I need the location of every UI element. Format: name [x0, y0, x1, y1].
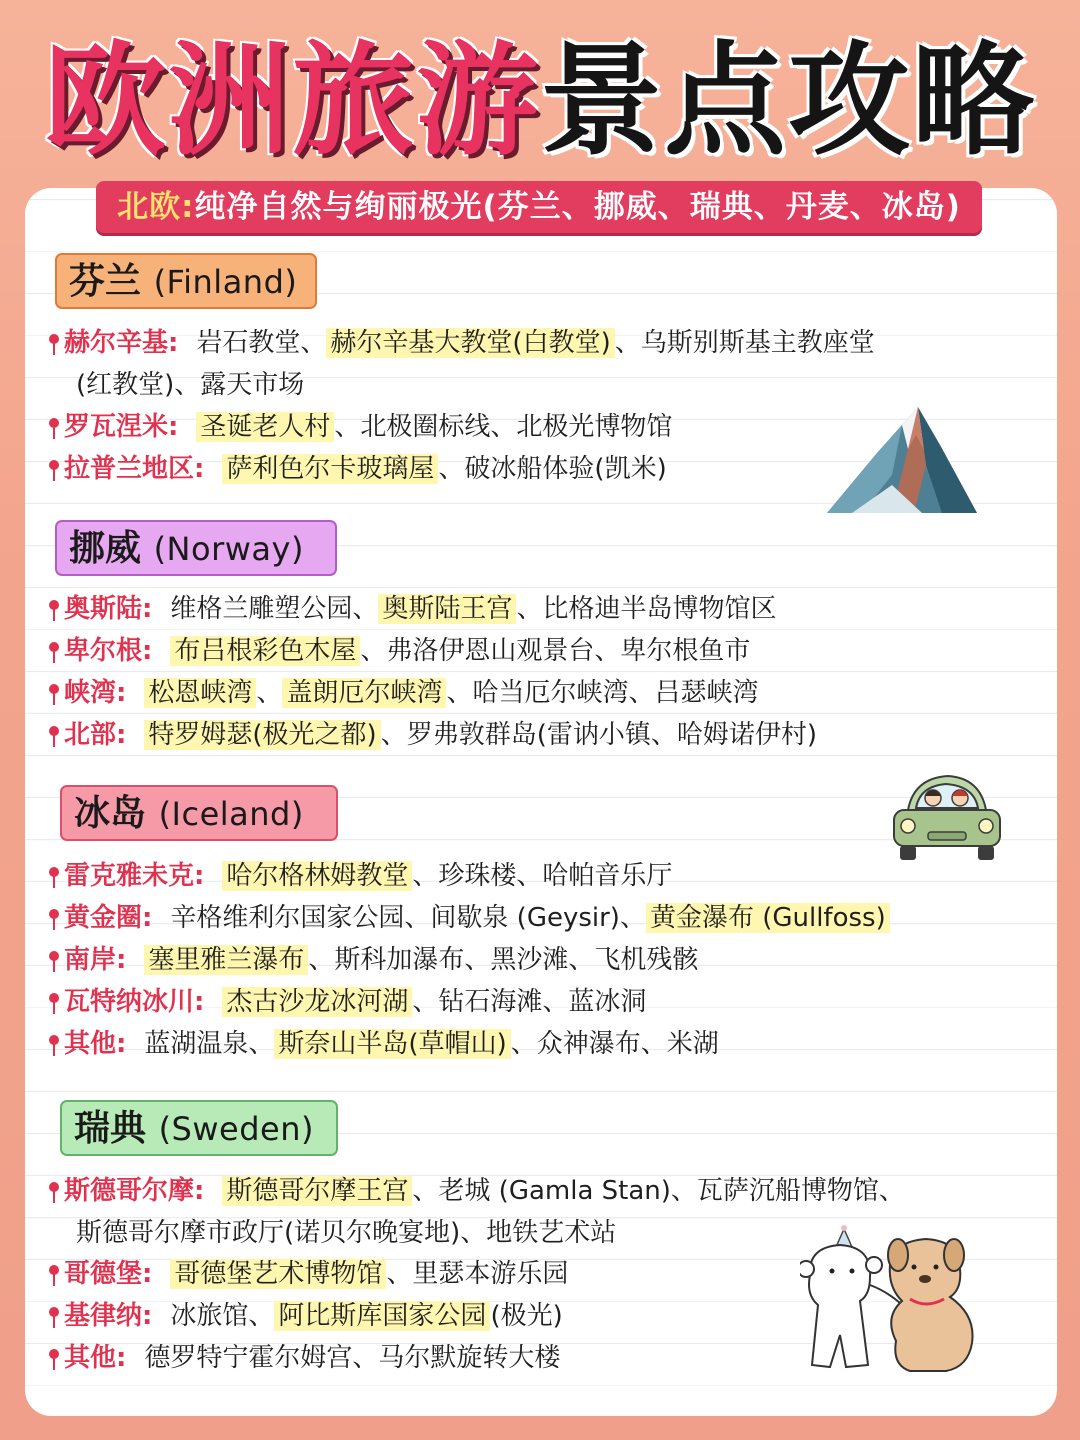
highlighted-attraction: 黄金瀑布 (Gullfoss)	[646, 903, 890, 933]
title-part2: 景点攻略	[540, 30, 1036, 172]
attraction-text: 辛格维利尔国家公园、间歇泉 (Geysir)、	[170, 903, 646, 933]
attraction-text: 、比格迪半岛博物馆区	[516, 594, 777, 624]
city-label: 罗瓦涅米:	[64, 412, 179, 442]
subtitle-text: 纯净自然与绚丽极光(芬兰、挪威、瑞典、丹麦、冰岛)	[194, 189, 961, 225]
attraction-text: 、众神瀑布、米湖	[510, 1029, 719, 1059]
attraction-row	[48, 406, 672, 448]
location-pin-icon	[48, 331, 60, 357]
city-label: 卑尔根:	[64, 636, 153, 666]
country-english-name: (Norway)	[153, 530, 304, 568]
subtitle-banner	[96, 181, 982, 233]
attraction-row	[48, 855, 672, 897]
highlighted-attraction: 赫尔辛基大教堂(白教堂)	[326, 328, 614, 358]
attraction-row	[48, 1337, 560, 1379]
location-pin-icon	[48, 1304, 60, 1330]
city-label: 拉普兰地区:	[64, 454, 205, 484]
location-pin-icon	[48, 457, 60, 483]
location-pin-icon	[48, 948, 60, 974]
country-name: 瑞典	[74, 1108, 147, 1149]
highlighted-attraction: 特罗姆瑟(极光之都)	[144, 720, 380, 750]
city-label: 南岸:	[64, 945, 127, 975]
mountain-illustration	[822, 405, 982, 515]
country-english-name: (Finland)	[153, 263, 298, 301]
attraction-continuation: (红教堂)、露天市场	[76, 370, 305, 400]
attraction-continuation: 斯德哥尔摩市政厅(诺贝尔晚宴地)、地铁艺术站	[76, 1218, 617, 1248]
dogs-illustration	[800, 1225, 990, 1375]
city-label: 其他:	[64, 1343, 127, 1373]
location-pin-icon	[48, 681, 60, 707]
city-label: 赫尔辛基:	[64, 328, 179, 358]
attraction-text: 、罗弗敦群岛(雷讷小镇、哈姆诺伊村)	[380, 720, 817, 750]
country-name: 芬兰	[69, 261, 142, 302]
attraction-text: 德罗特宁霍尔姆宫、马尔默旋转大楼	[144, 1343, 561, 1373]
location-pin-icon	[48, 1262, 60, 1288]
city-label: 基律纳:	[64, 1301, 153, 1331]
attraction-row	[48, 897, 890, 939]
country-heading	[55, 520, 337, 576]
title-part1: 欧洲旅游	[44, 30, 540, 172]
attraction-text: 、北极圈标线、北极光博物馆	[334, 412, 673, 442]
city-label: 哥德堡:	[64, 1259, 153, 1289]
city-label: 其他:	[64, 1029, 127, 1059]
attraction-row	[48, 1295, 563, 1337]
location-pin-icon	[48, 990, 60, 1016]
attraction-row	[48, 1170, 905, 1212]
city-label: 雷克雅未克:	[64, 861, 205, 891]
attraction-row	[48, 714, 817, 756]
attraction-row	[48, 1023, 719, 1065]
attraction-text: 维格兰雕塑公园、	[170, 594, 379, 624]
location-pin-icon	[48, 906, 60, 932]
attraction-text: 冰旅馆、	[170, 1301, 275, 1331]
location-pin-icon	[48, 1346, 60, 1372]
location-pin-icon	[48, 864, 60, 890]
highlighted-attraction: 圣诞老人村	[196, 412, 334, 442]
highlighted-attraction: 盖朗厄尔峡湾	[282, 678, 446, 708]
location-pin-icon	[48, 1032, 60, 1058]
country-name: 挪威	[69, 528, 142, 569]
highlighted-attraction: 哥德堡艺术博物馆	[170, 1259, 386, 1289]
location-pin-icon	[48, 415, 60, 441]
location-pin-icon	[48, 1179, 60, 1205]
attraction-row	[48, 1253, 568, 1295]
city-label: 峡湾:	[64, 678, 127, 708]
highlighted-attraction: 塞里雅兰瀑布	[144, 945, 308, 975]
country-english-name: (Iceland)	[158, 795, 304, 833]
city-label: 斯德哥尔摩:	[64, 1176, 205, 1206]
highlighted-attraction: 哈尔格林姆教堂	[222, 861, 412, 891]
attraction-text: 、珍珠楼、哈帕音乐厅	[412, 861, 673, 891]
attraction-row	[48, 322, 875, 364]
city-label: 北部:	[64, 720, 127, 750]
highlighted-attraction: 布吕根彩色木屋	[170, 636, 360, 666]
location-pin-icon	[48, 723, 60, 749]
attraction-text: 、弗洛伊恩山观景台、卑尔根鱼市	[360, 636, 751, 666]
city-label: 瓦特纳冰川:	[64, 987, 205, 1017]
attraction-row	[48, 588, 776, 630]
country-heading	[55, 253, 317, 309]
attraction-text: 、钻石海滩、蓝冰洞	[412, 987, 647, 1017]
country-heading	[60, 785, 338, 841]
country-name: 冰岛	[74, 793, 147, 834]
page-title	[0, 26, 1080, 176]
attraction-text: 、	[256, 678, 283, 708]
attraction-text: 、斯科加瀑布、黑沙滩、飞机残骸	[308, 945, 699, 975]
attraction-row	[48, 630, 750, 672]
attraction-row	[48, 672, 758, 714]
attraction-text: 、乌斯别斯基主教座堂	[614, 328, 875, 358]
highlighted-attraction: 萨利色尔卡玻璃屋	[222, 454, 438, 484]
country-english-name: (Sweden)	[158, 1110, 314, 1148]
city-label: 奥斯陆:	[64, 594, 153, 624]
location-pin-icon	[48, 597, 60, 623]
attraction-text: 、破冰船体验(凯米)	[438, 454, 667, 484]
attraction-text: 蓝湖温泉、	[144, 1029, 275, 1059]
attraction-text: 、哈当厄尔峡湾、吕瑟峡湾	[446, 678, 759, 708]
car-illustration	[888, 770, 1006, 866]
highlighted-attraction: 斯德哥尔摩王宫	[222, 1176, 412, 1206]
subtitle-head: 北欧:	[117, 189, 195, 225]
location-pin-icon	[48, 639, 60, 665]
attraction-row	[48, 981, 646, 1023]
highlighted-attraction: 奥斯陆王宫	[378, 594, 516, 624]
attraction-text: 、里瑟本游乐园	[386, 1259, 569, 1289]
attraction-row	[48, 939, 698, 981]
city-label: 黄金圈:	[64, 903, 153, 933]
attraction-text: 、老城 (Gamla Stan)、瓦萨沉船博物馆、	[412, 1176, 905, 1206]
highlighted-attraction: 杰古沙龙冰河湖	[222, 987, 412, 1017]
highlighted-attraction: 松恩峡湾	[144, 678, 256, 708]
attraction-text: 岩石教堂、	[196, 328, 327, 358]
country-heading	[60, 1100, 338, 1156]
highlighted-attraction: 阿比斯库国家公园	[274, 1301, 490, 1331]
attraction-row	[48, 448, 667, 490]
attraction-text: (极光)	[490, 1301, 563, 1331]
highlighted-attraction: 斯奈山半岛(草帽山)	[274, 1029, 510, 1059]
